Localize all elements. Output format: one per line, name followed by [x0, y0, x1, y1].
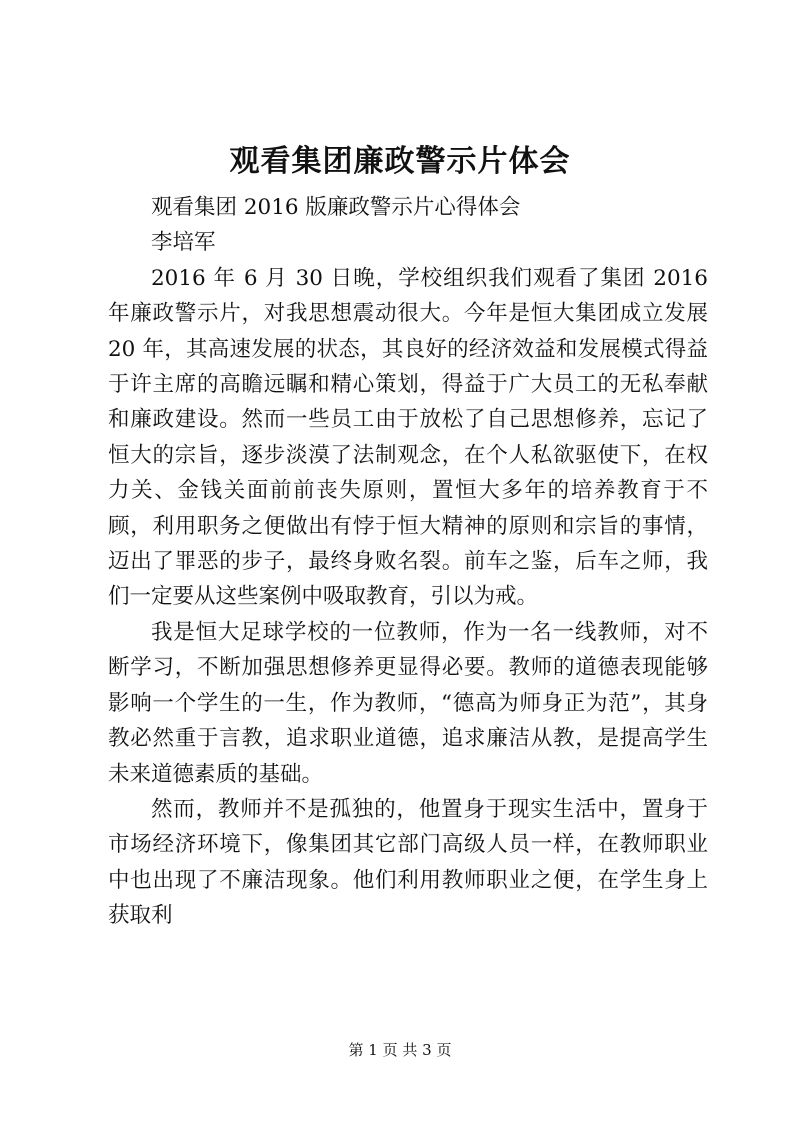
paragraph-3: 然而，教师并不是孤独的，他置身于现实生活中，置身于市场经济环境下，像集团其它部门高级人员一样，在教师职业中也出现了不廉洁现象。他们利用教师职业之便，在学生身上获取利: [108, 796, 708, 929]
paragraph-1: 2016 年 6 月 30 日晚，学校组织我们观看了集团 2016 年廉政警示片，对我思想震动很大。今年是恒大集团成立发展 20 年，其高速发展的状态，其良好的经济效益和发展模式得益于许主席的高瞻远瞩和精心策划，得益于广大员工的无私奉献和廉政建设。然而一些员工由于放松了自己思想修养，忘记了恒大的宗旨，逐步淡漠了法制观念，在个人私欲驱使下，在权力关、金钱关面前前丧失原则，置恒大多年的培养教育于不顾，利用职务之便做出有悖于恒大精神的原则和宗旨的事情，迈出了罪恶的步子，最终身败名裂。前车之鉴，后车之师，我们一定要从这些案例中吸取教育，引以为戒。: [108, 265, 708, 610]
document-title: 观看集团廉政警示片体会: [229, 144, 571, 179]
document-body: [108, 190, 708, 934]
paragraph-2: 我是恒大足球学校的一位教师，作为一名一线教师，对不断学习，不断加强思想修养更显得必要。教师的道德表现能够影响一个学生的一生，作为教师，“德高为师身正为范”，其身教必然重于言教，追求职业道德，追求廉洁从教，是提高学生未来道德素质的基础。: [108, 619, 708, 787]
page-number-footer: 第 1 页 共 3 页: [348, 1041, 452, 1059]
subtitle-line: 观看集团 2016 版廉政警示片心得体会: [151, 195, 521, 220]
author-line: 李培军: [151, 230, 216, 256]
